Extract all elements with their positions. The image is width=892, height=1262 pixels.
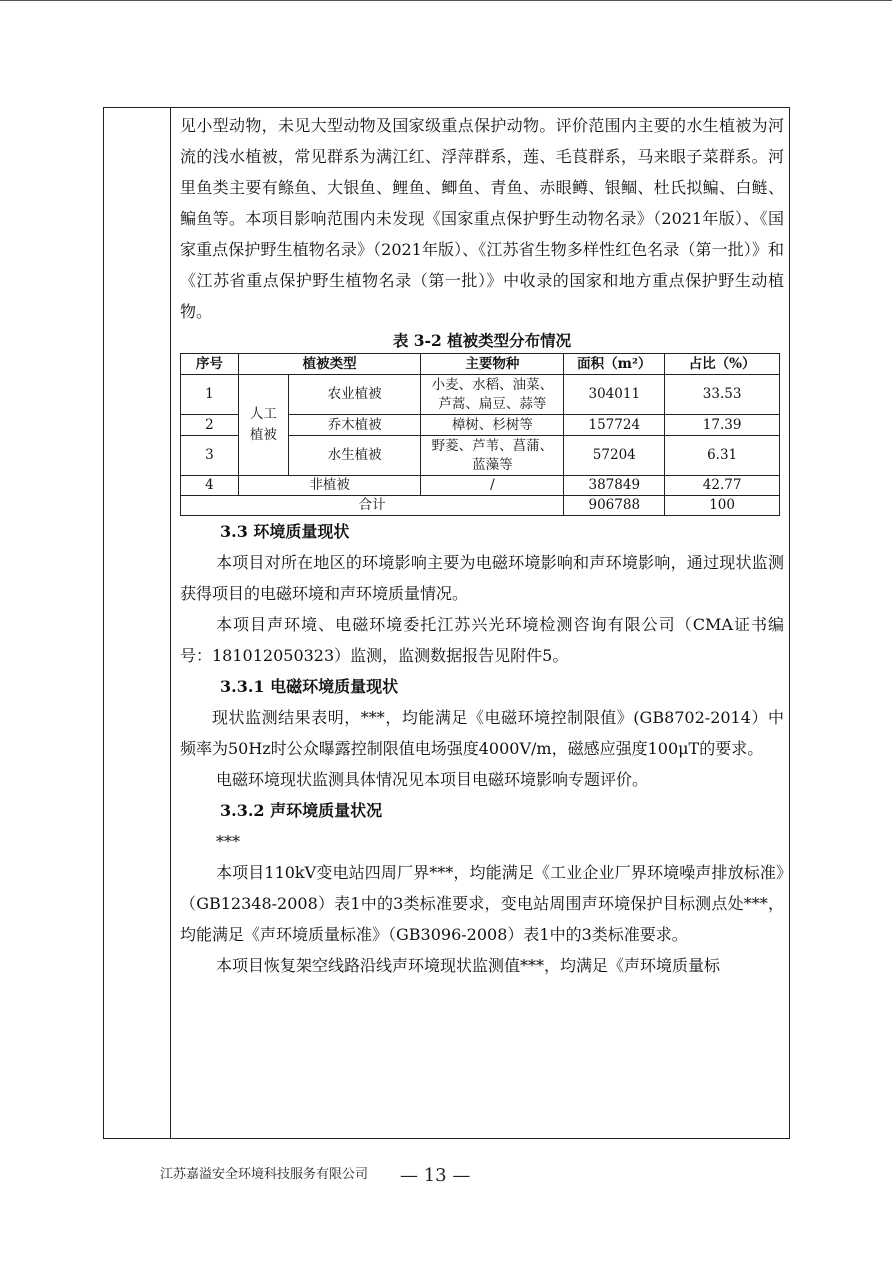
paragraph-redacted: *** bbox=[216, 832, 240, 851]
page-top-border bbox=[0, 0, 892, 1]
cell-no: 2 bbox=[181, 415, 239, 436]
cell-no: 1 bbox=[181, 375, 239, 415]
header-type: 植被类型 bbox=[238, 354, 421, 375]
cell-pct: 17.39 bbox=[665, 415, 780, 436]
paragraph-impact: 本项目对所在地区的环境影响主要为电磁环境影响和声环境影响，通过现状监测获得项目的电磁环境和声环境质量情况。 bbox=[180, 553, 784, 603]
cell-total-pct: 100 bbox=[665, 496, 780, 516]
footer-company: 江苏嘉溢安全环境科技服务有限公司 bbox=[160, 1167, 369, 1182]
group-label: 人工植被 bbox=[249, 406, 277, 443]
section-heading-3-3-2: 3.3.2 声环境质量状况 bbox=[220, 801, 383, 820]
section-heading-3-3: 3.3 环境质量现状 bbox=[220, 522, 350, 541]
vegetation-table bbox=[180, 353, 780, 516]
cell-area: 57204 bbox=[564, 436, 665, 476]
cell-species: / bbox=[421, 476, 564, 496]
cell-type: 乔木植被 bbox=[288, 415, 421, 436]
cell-no: 4 bbox=[181, 476, 239, 496]
paragraph-line-noise: 本项目恢复架空线路沿线声环境现状监测值***，均满足《声环境质量标 bbox=[216, 956, 721, 975]
cell-type: 非植被 bbox=[238, 476, 421, 496]
cell-total-label: 合计 bbox=[181, 496, 564, 516]
cell-area: 387849 bbox=[564, 476, 665, 496]
cell-pct: 33.53 bbox=[665, 375, 780, 415]
table-caption: 表 3-2 植被类型分布情况 bbox=[392, 331, 572, 350]
header-species: 主要物种 bbox=[421, 354, 564, 375]
frame-left-column-divider bbox=[170, 108, 171, 1138]
cell-no: 3 bbox=[181, 436, 239, 476]
cell-total-area: 906788 bbox=[564, 496, 665, 516]
cell-area: 304011 bbox=[564, 375, 665, 415]
table-row bbox=[181, 375, 780, 415]
paragraph-ecology: 见小型动物，未见大型动物及国家级重点保护动物。评价范围内主要的水生植被为河流的浅水植被，常见群系为满江红、浮萍群系，莲、毛茛群系，马来眼子菜群系。河里鱼类主要有鲦鱼、大银鱼、鲤鱼、鲫鱼、青鱼、赤眼鳟、银鲴、杜氏拟鳊、白鲢、鳊鱼等。本项目影响范围内未发现《国家重点保护野生动物名录》（2021年版）、《国家重点保护野生植物名录》（2021年版）、《江苏省生物多样性红色名录（第一批）》和《江苏省重点保护野生植物名录（第一批）》中收录的国家和地方重点保护野生动植物。 bbox=[180, 116, 784, 321]
species-text: 小麦、水稻、油菜、芦蒿、扁豆、蒜等 bbox=[431, 376, 554, 412]
table-header-row bbox=[181, 354, 780, 375]
cell-type: 水生植被 bbox=[288, 436, 421, 476]
paragraph-monitoring: 本项目声环境、电磁环境委托江苏兴光环境检测咨询有限公司（CMA证书编号：181012050323）监测，监测数据报告见附件5。 bbox=[180, 615, 784, 665]
cell-species bbox=[421, 436, 564, 476]
paragraph-em-result: 现状监测结果表明，***，均能满足《电磁环境控制限值》(GB8702-2014）中频率为50Hz时公众曝露控制限值电场强度4000V/m，磁感应强度100μT的要求。 bbox=[180, 708, 784, 758]
cell-group-label bbox=[238, 375, 288, 476]
table-total-row bbox=[181, 496, 780, 516]
section-heading-3-3-1: 3.3.1 电磁环境质量现状 bbox=[220, 677, 399, 696]
cell-pct: 42.77 bbox=[665, 476, 780, 496]
paragraph-em-detail: 电磁环境现状监测具体情况见本项目电磁环境影响专题评价。 bbox=[216, 770, 649, 789]
cell-species: 樟树、杉树等 bbox=[421, 415, 564, 436]
table-row bbox=[181, 476, 780, 496]
header-pct: 占比（%） bbox=[665, 354, 780, 375]
page-number: — 13 — bbox=[400, 1165, 471, 1186]
header-area: 面积（m²） bbox=[564, 354, 665, 375]
cell-pct: 6.31 bbox=[665, 436, 780, 476]
main-content bbox=[180, 110, 784, 981]
cell-type: 农业植被 bbox=[288, 375, 421, 415]
cell-area: 157724 bbox=[564, 415, 665, 436]
species-text: 野菱、芦苇、菖蒲、蓝藻等 bbox=[431, 437, 554, 473]
cell-species bbox=[421, 375, 564, 415]
content-frame bbox=[103, 107, 790, 1139]
paragraph-substation-noise: 本项目110kV变电站四周厂界***，均能满足《工业企业厂界环境噪声排放标准》（GB12348-2008）表1中的3类标准要求，变电站周围声环境保护目标测点处***，均能满足《声环境质量标准》（GB3096-2008）表1中的3类标准要求。 bbox=[180, 863, 784, 944]
header-no: 序号 bbox=[181, 354, 239, 375]
